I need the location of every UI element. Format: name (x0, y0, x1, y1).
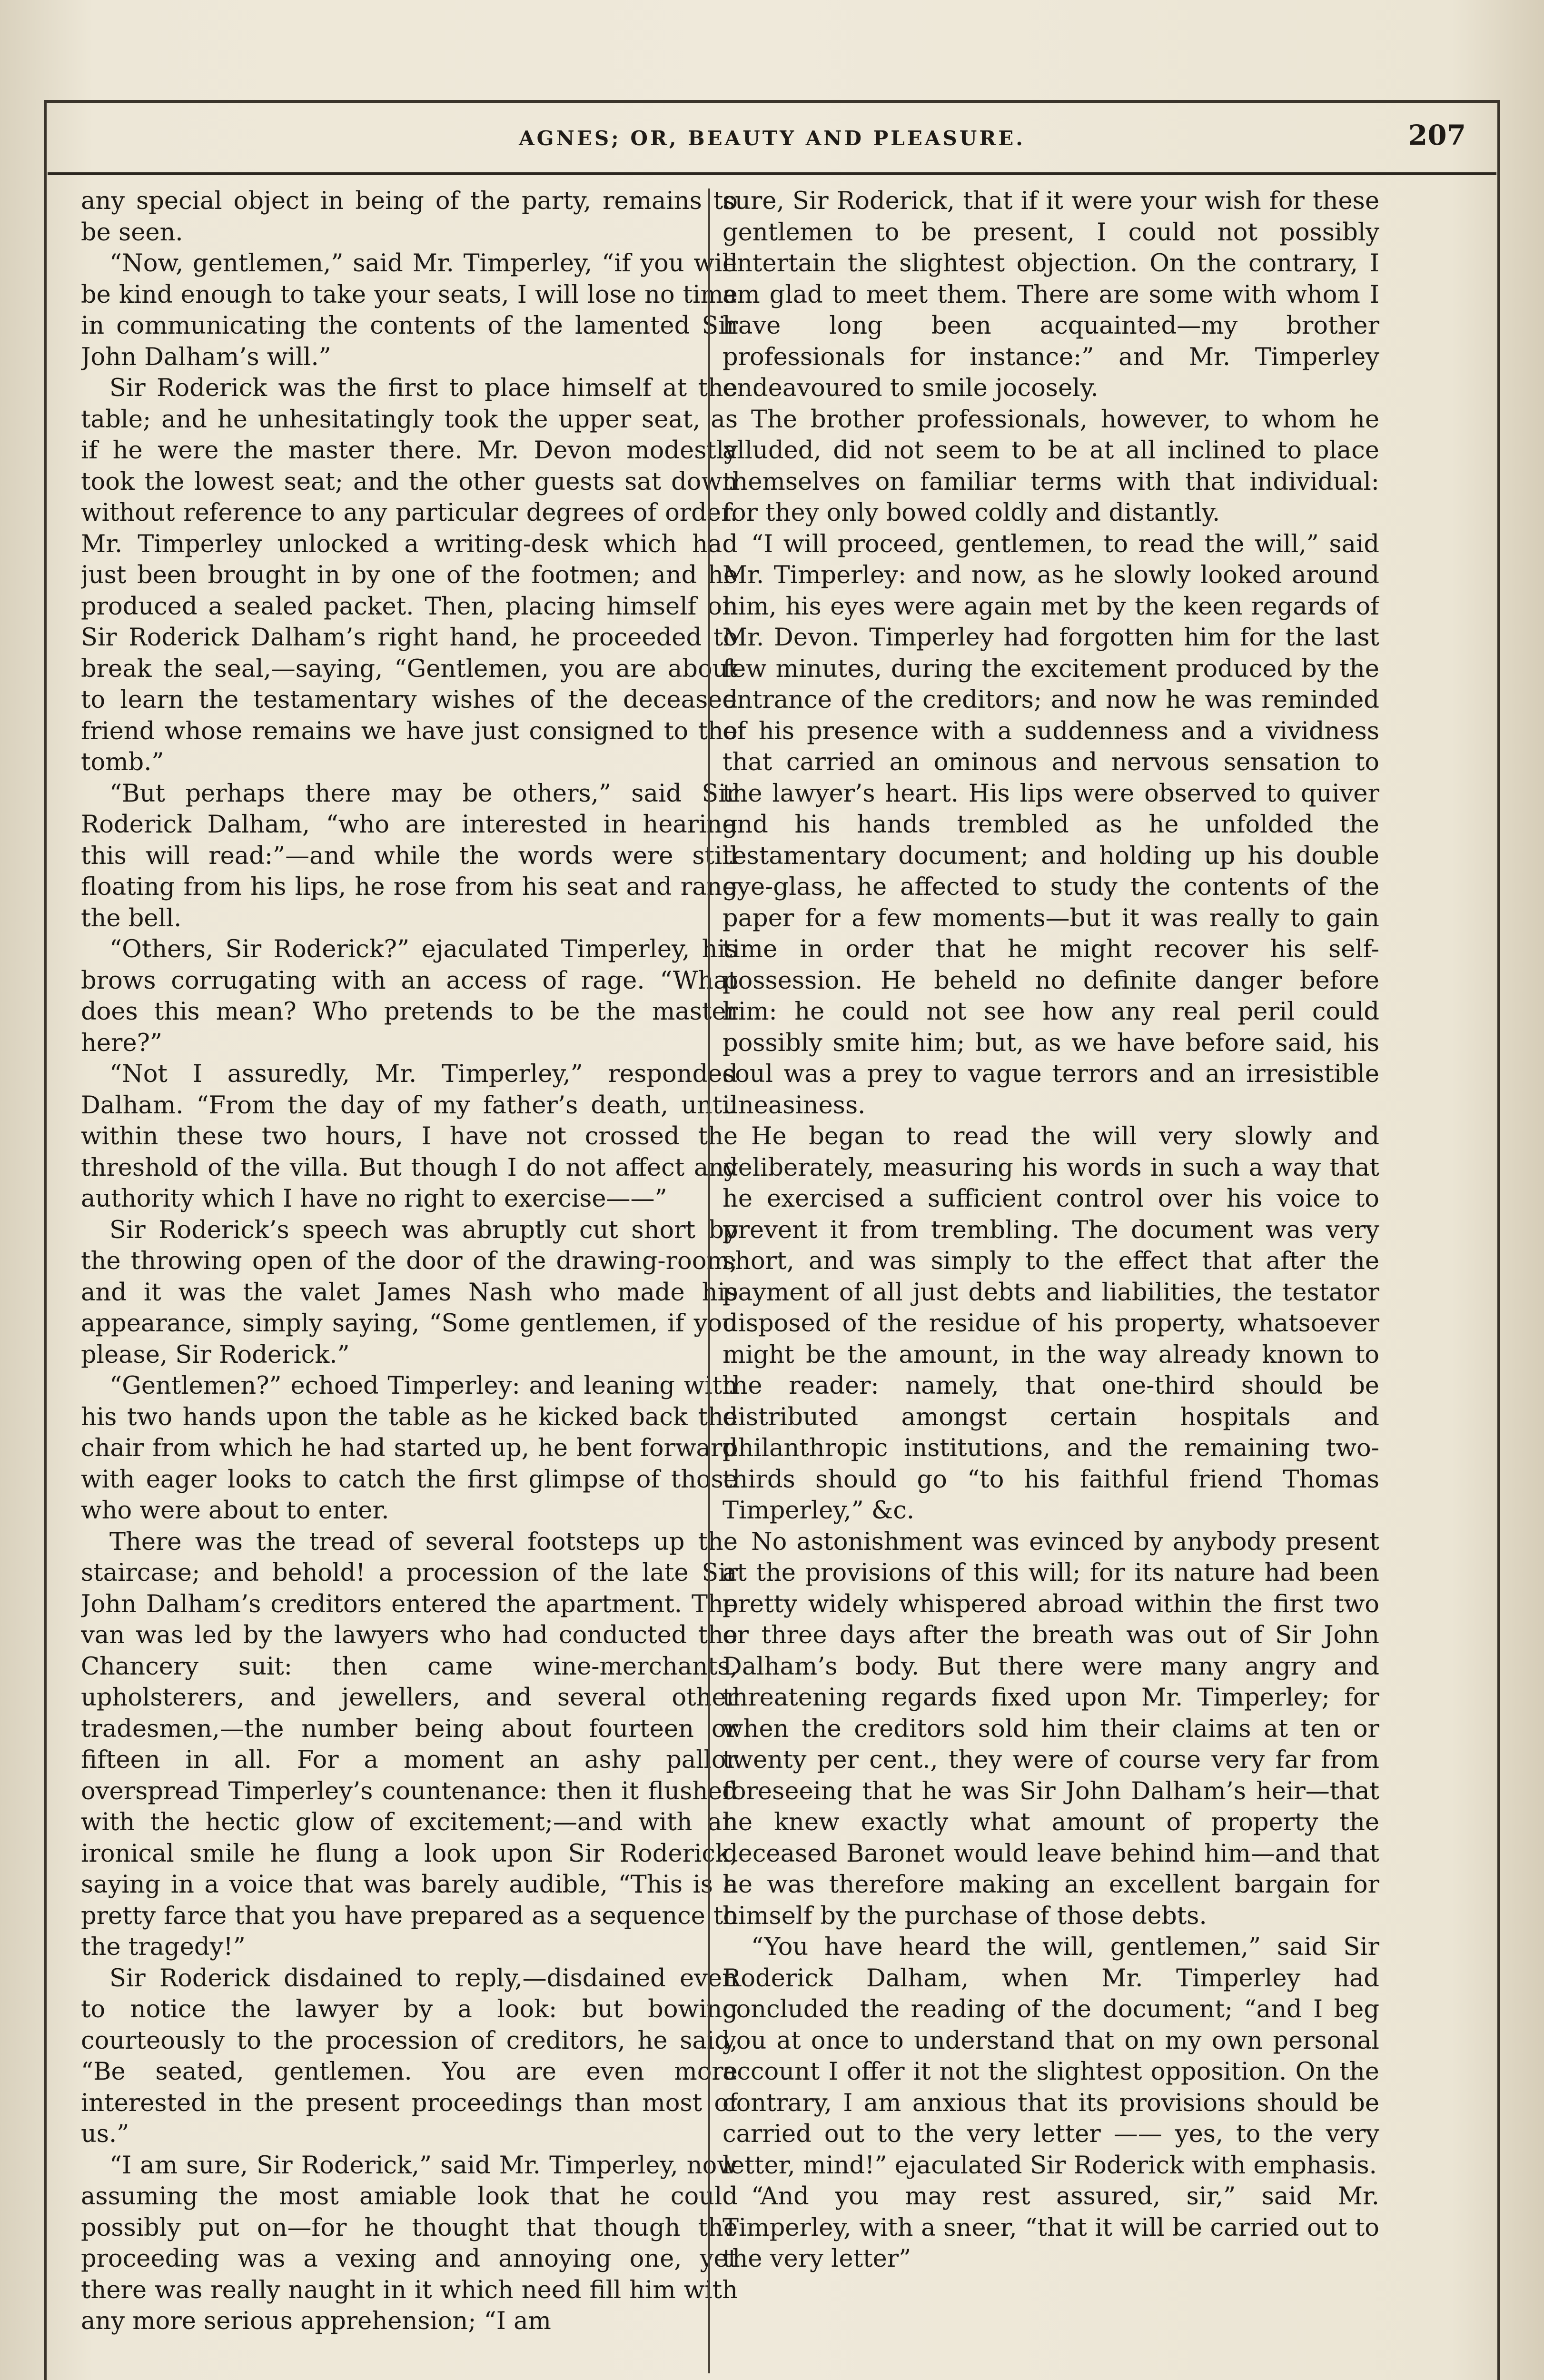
paragraph: Sir Roderick was the first to place himself at the table; and he unhesitatingly took the upper seat, as if he were the master there. Mr. Devon modestly took the lowest seat; and the other guests sat down without reference to any particular degrees of order. Mr. Timperley unlocked a writing-desk which had just been brought in by one of the footmen; and he produced a sealed packet. Then, placing himself on Sir Roderick Dalham’s right hand, he proceeded to break the seal,—saying, “Gentlemen, you are about to learn the testamentary wishes of the deceased friend whose remains we have just consigned to the tomb.” (81, 374, 738, 776)
paragraph: Sir Roderick’s speech was abruptly cut short by the throwing open of the door of the drawing-room; and it was the valet James Nash who made his appearance, simply saying, “Some gentlemen, if you please, Sir Roderick.” (81, 1216, 738, 1369)
running-head (48, 116, 1496, 173)
paragraph: “You have heard the will, gentlemen,” said Sir Roderick Dalham, when Mr. Timperley had concluded the reading of the document; “and I beg you at once to understand that on my own personal account I offer it not the slightest opposition. On the contrary, I am anxious that its provisions should be carried out to the very letter —— yes, to the very letter, mind!” ejaculated Sir Roderick with emphasis. (723, 1933, 1379, 2180)
paragraph: sure, Sir Roderick, that if it were your wish for these gentlemen to be present, I could not possibly entertain the slightest objection. On the contrary, I am glad to meet them. There are some with whom I have long been acquainted—my brother professionals for instance:” and Mr. Timperley endeavoured to smile jocosely. (723, 187, 1379, 402)
paragraph: “But perhaps there may be others,” said Sir Roderick Dalham, “who are interested in hearing this will read:”—and while the words were still floating from his lips, he rose from his seat and rang the bell. (81, 779, 738, 932)
paragraph: Sir Roderick disdained to reply,—disdained even to notice the lawyer by a look: but bowing courteously to the procession of creditors, he said, “Be seated, gentlemen. You are even more interested in the present proceedings than most of us.” (81, 1964, 738, 2148)
page-number: 207 (1408, 119, 1466, 151)
paragraph: “Now, gentlemen,” said Mr. Timperley, “if you will be kind enough to take your seats, I will lose no time in communicating the contents of the lamented Sir John Dalham’s will.” (81, 249, 738, 371)
left-column (81, 186, 738, 2375)
paragraph: “I will proceed, gentlemen, to read the will,” said Mr. Timperley: and now, as he slowly looked around him, his eyes were again met by the keen regards of Mr. Devon. Timperley had forgotten him for the last few minutes, during the excitement produced by the entrance of the creditors; and now he was reminded of his presence with a suddenness and a vividness that carried an ominous and nervous sensation to the lawyer’s heart. His lips were observed to quiver and his hands trembled as he unfolded the testamentary document; and holding up his double eye-glass, he affected to study the contents of the paper for a few moments—but it was really to gain time in order that he might recover his self-possession. He beheld no definite danger before him: he could not see how any real peril could possibly smite him; but, as we have before said, his soul was a prey to vague terrors and an irresistible uneasiness. (723, 530, 1379, 1120)
paragraph: any special object in being of the party, remains to be seen. (81, 187, 738, 247)
column-divider (708, 188, 710, 2373)
paragraph: “Not I assuredly, Mr. Timperley,” responded Dalham. “From the day of my father’s death, until within these two hours, I have not crossed the threshold of the villa. But though I do not affect any authority which I have no right to exercise——” (81, 1060, 738, 1213)
paragraph: “Others, Sir Roderick?” ejaculated Timperley, his brows corrugating with an access of rage. “What does this mean? Who pretends to be the master here?” (81, 935, 738, 1057)
paragraph: There was the tread of several footsteps up the staircase; and behold! a procession of the late Sir John Dalham’s creditors entered the apartment. The van was led by the lawyers who had conducted the Chancery suit: then came wine-merchants, upholsterers, and jewellers, and several other tradesmen,—the number being about fourteen or fifteen in all. For a moment an ashy pallor overspread Timperley’s countenance: then it flushed with the hectic glow of excitement;—and with an ironical smile he flung a look upon Sir Roderick, saying in a voice that was barely audible, “This is a pretty farce that you have prepared as a sequence to the tragedy!” (81, 1527, 738, 1961)
paragraph: He began to read the will very slowly and deliberately, measuring his words in such a way that he exercised a sufficient control over his voice to prevent it from trembling. The document was very short, and was simply to the effect that after the payment of all just debts and liabilities, the testator disposed of the residue of his property, whatsoever might be the amount, in the way already known to the reader: namely, that one-third should be distributed amongst certain hospitals and philanthropic institutions, and the remaining two-thirds should go “to his faithful friend Thomas Timperley,” &c. (723, 1122, 1379, 1525)
paragraph: “And you may rest assured, sir,” said Mr. Timperley, with a sneer, “that it will be carried out to the very letter” (723, 2182, 1379, 2273)
paragraph: “Gentlemen?” echoed Timperley: and leaning with his two hands upon the table as he kicked back the chair from which he had started up, he bent forward with eager looks to catch the first glimpse of those who were about to enter. (81, 1372, 738, 1525)
paragraph: “I am sure, Sir Roderick,” said Mr. Timperley, now assuming the most amiable look that he could possibly put on—for he thought that though the proceeding was a vexing and annoying one, yet there was really naught in it which need fill him with any more serious apprehension; “I am (81, 2151, 738, 2335)
right-column (723, 186, 1379, 2375)
paragraph: The brother professionals, however, to whom he alluded, did not seem to be at all inclined to place themselves on familiar terms with that individual: for they only bowed coldly and distantly. (723, 405, 1379, 527)
header-rule (48, 172, 1496, 175)
paragraph: No astonishment was evinced by anybody present at the provisions of this will; for its nature had been pretty widely whispered abroad within the first two or three days after the breath was out of Sir John Dalham’s body. But there were many angry and threatening regards fixed upon Mr. Timperley; for when the creditors sold him their claims at ten or twenty per cent., they were of course very far from foreseeing that he was Sir John Dalham’s heir—that he knew exactly what amount of property the deceased Baronet would leave behind him—and that he was therefore making an excellent bargain for himself by the purchase of those debts. (723, 1527, 1379, 1930)
running-title: AGNES; OR, BEAUTY AND PLEASURE. (519, 127, 1025, 150)
